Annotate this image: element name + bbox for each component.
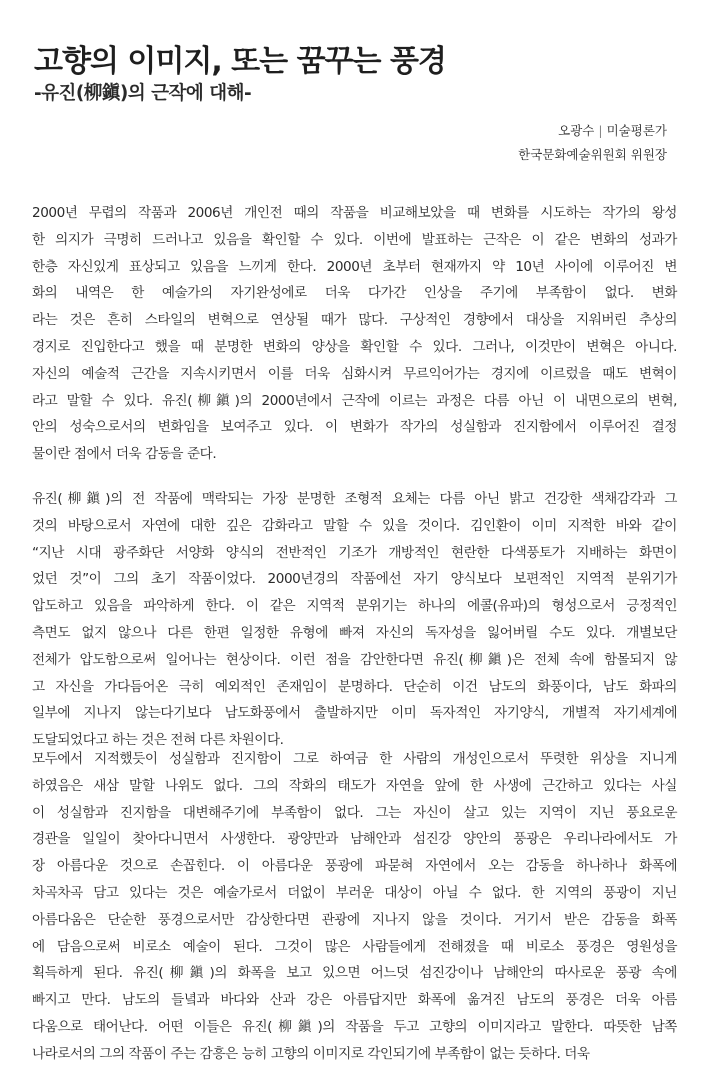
paragraph-line: 한 의지가 극명히 드러나고 있음을 확인할 수 있다. 이번에 발표하는 근작은 이 같은 변화의 성과가: [32, 231, 677, 248]
paragraph-line: 획득하게 된다. 유진(柳鎭)의 화폭을 보고 있으면 어느덧 섬진강이나 남해안의 따사로운 풍광 속에: [32, 965, 677, 982]
paragraph-line: 안의 성숙으로서의 변화임을 보여주고 있다. 이 변화가 작가의 성실함과 진지함에서 이루어진 결정: [32, 419, 677, 436]
paragraph-line: 장 아름다운 것으로 손꼽힌다. 이 아름다운 풍광에 파묻혀 자연에서 오는 감동을 하나하나 화폭에: [32, 858, 677, 875]
paragraph-line: 라고 말할 수 있다. 유진(柳鎭)의 2000년에서 근작에 이르는 과정은 다름 아닌 이 내면으로의 변혁,: [32, 392, 677, 409]
paragraph-line: 었던 것”이 그의 초기 작품이었다. 2000년경의 작품에선 자기 양식보다 보편적인 지역적 분위기가: [32, 571, 677, 588]
paragraph-line: 도달되었다고 하는 것은 전혀 다른 차원이다.: [32, 732, 284, 749]
paragraph-line: 이 성실함과 진지함을 대변해주기에 부족함이 없다. 그는 자신이 살고 있는 지역이 지닌 풍요로운: [32, 804, 677, 821]
paragraph-line: 차곡차곡 담고 있다는 것은 예술가로서 더없이 부러운 대상이 아닐 수 없다. 한 지역의 풍광이 지닌: [32, 884, 677, 901]
paragraph-line: 에 담음으로써 비로소 예술이 된다. 그것이 많은 사람들에게 전해졌을 때 비로소 풍경은 영원성을: [32, 938, 677, 955]
paragraph-line: 것의 바탕으로서 자연에 대한 깊은 감화라고 말할 수 있을 것이다. 김인환이 이미 지적한 바와 같이: [32, 517, 677, 534]
body-paragraph-3: [32, 746, 677, 1068]
author-role: 미술평론가: [606, 123, 667, 138]
body-paragraph-1: [32, 200, 677, 468]
paragraph-line: 고 자신을 가다듬어온 극히 예외적인 존재임이 분명하다. 단순히 이건 남도의 화풍이다, 남도 화파의: [32, 678, 677, 695]
paragraph-line: 아름다움은 단순한 풍경으로서만 감상한다면 관광에 지나지 않을 것이다. 거기서 받은 감동을 화폭: [32, 911, 677, 928]
paragraph-line: “지난 시대 광주화단 서양화 양식의 전반적인 기조가 개방적인 현란한 다색풍토가 지배하는 화면이: [32, 544, 677, 561]
paragraph-line: 하였음은 새삼 말할 나위도 없다. 그의 작화의 태도가 자연을 앞에 한 사생에 근간하고 있다는 사실: [32, 777, 677, 794]
paragraph-line: 한층 자신있게 표상되고 있음을 느끼게 한다. 2000년 초부터 현재까지 약 10년 사이에 이루어진 변: [32, 258, 677, 275]
paragraph-line: 모두에서 지적했듯이 성실함과 진지함이 그로 하여금 한 사람의 개성인으로서 뚜렷한 위상을 지니게: [32, 751, 677, 767]
paragraph-line: 2000년 무렵의 작품과 2006년 개인전 때의 작품을 비교해보았을 때 변화를 시도하는 작가의 왕성: [32, 205, 677, 221]
paragraph-line: 자신의 예술적 근간을 지속시키면서 이를 더욱 심화시켜 무르익어가는 경지에 이르렀을 때도 변혁이: [32, 365, 677, 382]
paragraph-line: 유진(柳鎭)의 전 작품에 맥락되는 가장 분명한 조형적 요체는 다름 아닌 밝고 건강한 색채감각과 그: [32, 491, 677, 507]
author-line: [518, 119, 667, 143]
paragraph-line: 경지로 진입한다고 했을 때 분명한 변화의 양상을 확인할 수 있다. 그러나, 이것만이 변혁은 아니다.: [32, 338, 677, 355]
paragraph-line: 일부에 지나지 않는다기보다 남도화풍에서 출발하지만 이미 독자적인 자기양식, 개별적 자기세계에: [32, 705, 677, 722]
paragraph-line: 경관을 일일이 찾아다니면서 사생한다. 광양만과 남해안과 섬진강 양안의 풍광은 우리나라에서도 가: [32, 831, 677, 848]
paragraph-line: 화의 내역은 한 예술가의 자기완성에로 더욱 다가간 인상을 주기에 부족함이 없다. 변화: [32, 285, 677, 302]
author-affiliation: 한국문화예술위원회 위원장: [518, 147, 667, 162]
paragraph-line: 나라로서의 그의 작품이 주는 감흥은 능히 고향의 이미지로 각인되기에 부족함이 없는 듯하다. 더욱: [32, 1045, 590, 1062]
author-name: 오광수: [558, 123, 595, 138]
body-paragraph-2: [32, 486, 677, 754]
paragraph-line: 전체가 압도함으로써 일어나는 현상이다. 이런 점을 감안한다면 유진(柳鎭)은 전체 속에 함몰되지 않: [32, 651, 677, 668]
paragraph-line: 빠지고 만다. 남도의 들녘과 바다와 산과 강은 아름답지만 화폭에 옮겨진 남도의 풍경은 더욱 아름: [32, 992, 677, 1009]
article-subtitle: -유진(柳鎭)의 근작에 대해-: [34, 83, 252, 104]
paragraph-line: 물이란 점에서 더욱 감동을 준다.: [32, 446, 217, 463]
paragraph-line: 라는 것은 흔히 스타일의 변혁으로 연상될 때가 많다. 구상적인 경향에서 대상을 지워버린 추상의: [32, 312, 677, 329]
author-byline: [518, 119, 667, 167]
article-title: 고향의 이미지, 또는 꿈꾸는 풍경: [34, 44, 446, 79]
author-separator: |: [598, 123, 603, 138]
paragraph-line: 압도하고 있음을 파악하게 한다. 이 같은 지역적 분위기는 하나의 에콜(유파)의 형성으로서 긍정적인: [32, 598, 677, 615]
paragraph-line: 다움으로 태어난다. 어떤 이들은 유진(柳鎭)의 작품을 두고 고향의 이미지라고 말한다. 따뜻한 남쪽: [32, 1018, 677, 1035]
paragraph-line: 측면도 없지 않으나 다른 한편 일정한 유형에 빠져 자신의 독자성을 잃어버릴 수도 있다. 개별보단: [32, 624, 677, 641]
